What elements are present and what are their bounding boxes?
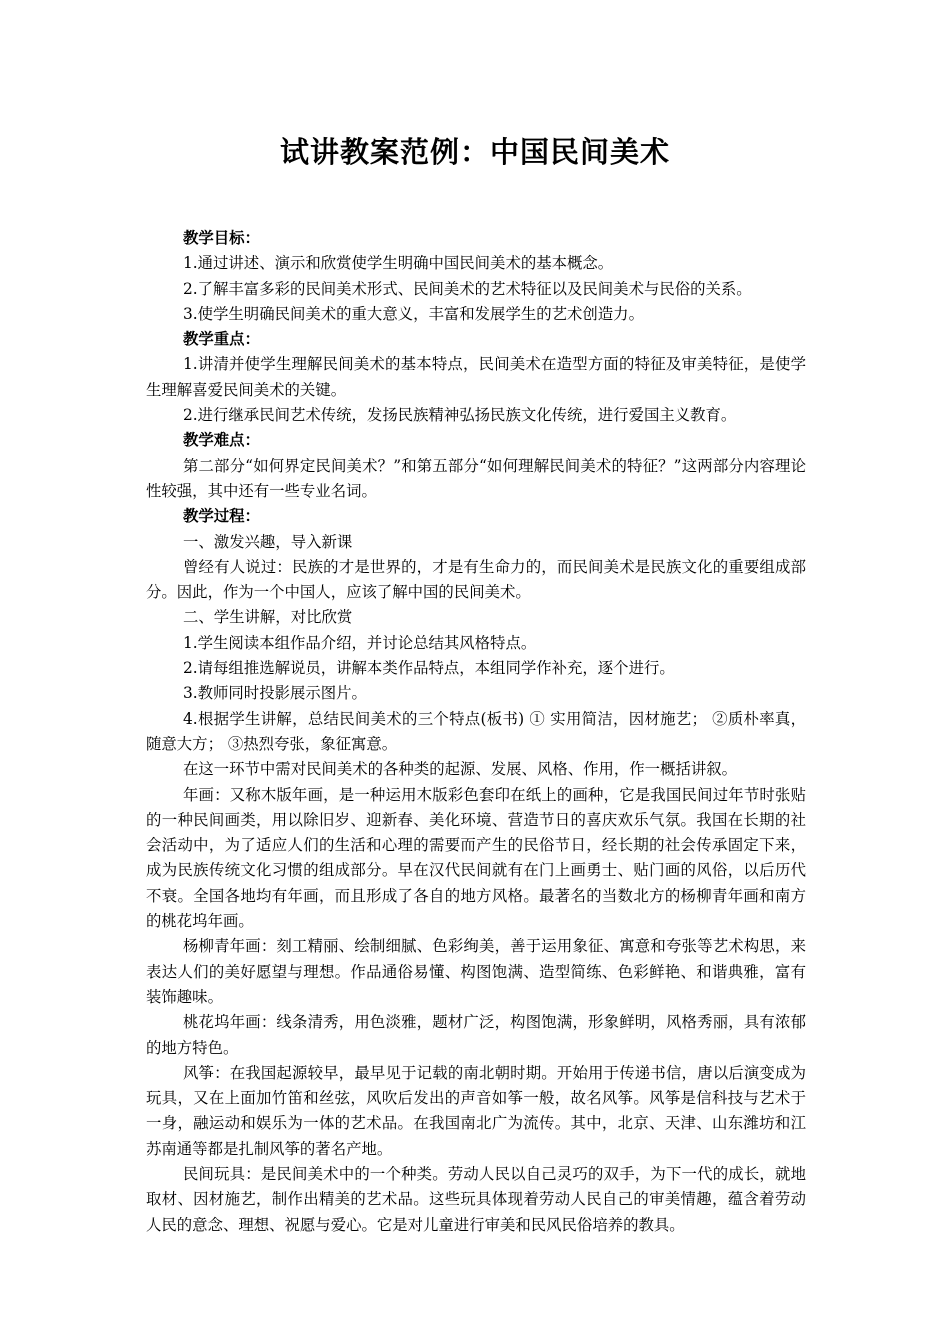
paragraph: 1.讲清并使学生理解民间美术的基本特点，民间美术在造型方面的特征及审美特征，是使学生理解喜爱民间美术的关键。 xyxy=(146,355,806,399)
paragraph: 3.教师同时投影展示图片。 xyxy=(182,684,367,703)
paragraph: 一、激发兴趣，导入新课 xyxy=(182,532,353,551)
document-body xyxy=(146,226,806,1238)
section-heading: 教学过程： xyxy=(182,507,260,526)
paragraph: 1.通过讲述、演示和欣赏使学生明确中国民间美术的基本概念。 xyxy=(182,254,614,273)
section-heading: 教学难点： xyxy=(182,431,260,450)
page-title: 试讲教案范例：中国民间美术 xyxy=(279,135,670,169)
paragraph: 第二部分“如何界定民间美术？”和第五部分“如何理解民间美术的特征？”这两部分内容理论性较强，其中还有一些专业名词。 xyxy=(146,456,806,500)
paragraph: 年画：又称木版年画，是一种运用木版彩色套印在纸上的画种，它是我国民间过年节时张贴的一种民间画类，用以除旧岁、迎新春、美化环境、营造节日的喜庆欢乐气氛。我国在长期的社会活动中，为了适应人们的生活和心理的需要而产生的民俗节日，经长期的社会传承固定下来，成为民族传统文化习惯的组成部分。早在汉代民间就有在门上画勇士、贴门画的风俗，以后历代不衰。全国各地均有年画，而且形成了各自的地方风格。最著名的当数北方的杨柳青年画和南方的桃花坞年画。 xyxy=(146,785,806,931)
paragraph: 杨柳青年画：刻工精丽、绘制细腻、色彩绚美，善于运用象征、寓意和夸张等艺术构思，来表达人们的美好愿望与理想。作品通俗易懂、构图饱满、造型简练、色彩鲜艳、和谐典雅，富有装饰趣味。 xyxy=(146,937,806,1006)
paragraph: 2.请每组推选解说员，讲解本类作品特点，本组同学作补充，逐个进行。 xyxy=(182,659,675,678)
paragraph: 在这一环节中需对民间美术的各种类的起源、发展、风格、作用，作一概括讲叙。 xyxy=(182,760,738,779)
paragraph: 曾经有人说过：民族的才是世界的，才是有生命力的，而民间美术是民族文化的重要组成部分。因此，作为一个中国人，应该了解中国的民间美术。 xyxy=(146,557,806,602)
section-heading: 教学目标： xyxy=(182,229,260,247)
section-heading: 教学重点： xyxy=(182,330,260,349)
paragraph: 民间玩具：是民间美术中的一个种类。劳动人民以自己灵巧的双手，为下一代的成长，就地取材、因材施艺，制作出精美的艺术品。这些玩具体现着劳动人民自己的审美情趣，蕴含着劳动人民的意念、理想、祝愿与爱心。它是对儿童进行审美和民风民俗培养的教具。 xyxy=(146,1164,806,1234)
paragraph: 4.根据学生讲解，总结民间美术的三个特点(板书) ① 实用简洁，因材施艺； ②质朴率真，随意大方； ③热烈夸张，象征寓意。 xyxy=(146,709,806,753)
paragraph: 3.使学生明确民间美术的重大意义，丰富和发展学生的艺术创造力。 xyxy=(182,304,644,323)
paragraph: 2.了解丰富多彩的民间美术形式、民间美术的艺术特征以及民间美术与民俗的关系。 xyxy=(182,279,752,298)
paragraph: 1.学生阅读本组作品介绍，并讨论总结其风格特点。 xyxy=(182,633,537,652)
paragraph: 2.进行继承民间艺术传统，发扬民族精神弘扬民族文化传统，进行爱国主义教育。 xyxy=(182,406,737,425)
paragraph: 风筝：在我国起源较早，最早见于记载的南北朝时期。开始用于传递书信，唐以后演变成为玩具，又在上面加竹笛和丝弦，风吹后发出的声音如筝一般，故名风筝。风筝是信科技与艺术于一身，融运动和娱乐为一体的艺术品。在我国南北广为流传。其中，北京、天津、山东潍坊和江苏南通等都是扎制风筝的著名产地。 xyxy=(146,1063,806,1158)
paragraph: 桃花坞年画：线条清秀，用色淡雅，题材广泛，构图饱满，形象鲜明，风格秀丽，具有浓郁的地方特色。 xyxy=(146,1013,806,1057)
paragraph: 二、学生讲解，对比欣赏 xyxy=(182,608,353,627)
